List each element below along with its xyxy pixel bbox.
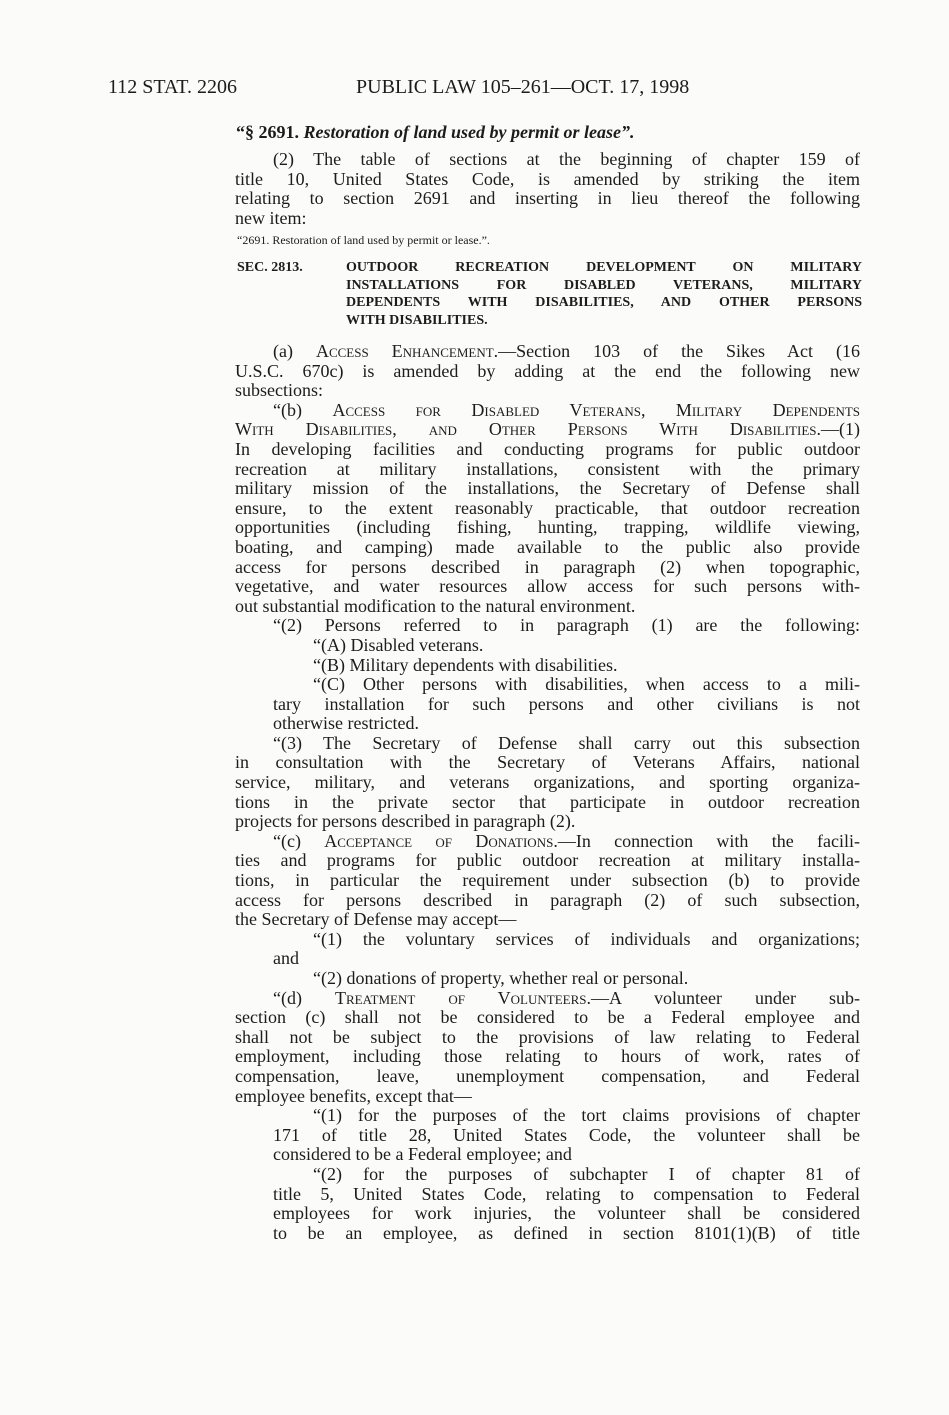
text-line: employees for work injuries, the volunteer shall be considered: [273, 1203, 860, 1224]
subsection-a-heading-line: (a) Access Enhancement.—Section 103 of the Sikes Act (16: [273, 341, 860, 361]
text-line: tions, in particular the requirement under subsection (b) to provide: [235, 870, 860, 891]
text-line: employment, including those relating to hours of work, rates of: [235, 1046, 860, 1067]
text-line: military mission of the installations, the Secretary of Defense shall: [235, 478, 860, 499]
section-2691-number: “§ 2691.: [236, 122, 304, 142]
paragraph-2-table-amendment: [235, 150, 860, 228]
text-line: U.S.C. 670c) is amended by adding at the end the following new: [235, 360, 860, 381]
text-line: shall not be subject to the provisions of law relating to Federal: [235, 1026, 860, 1047]
text-line: considered to be a Federal employee; and: [273, 1144, 572, 1165]
text-line: to be an employee, as defined in section 8101(1)(B) of title: [273, 1222, 860, 1243]
subsection-c-heading-line: “(c) Acceptance of Donations.—In connection with the facili-: [273, 830, 860, 851]
paragraph-c1: “(1) the voluntary services of individuals and organizations;: [313, 928, 860, 949]
section-2691-title: Restoration of land used by permit or lease”.: [303, 122, 635, 142]
text-line: service, military, and veterans organizations, and sporting organiza-: [235, 772, 860, 793]
text-line: and: [273, 948, 299, 969]
text-line: employee benefits, except that—: [235, 1085, 472, 1106]
title-line: DEPENDENTS WITH DISABILITIES, AND OTHER PERSONS: [346, 295, 862, 310]
public-law-title: PUBLIC LAW 105–261—OCT. 17, 1998: [356, 76, 690, 98]
title-line: OUTDOOR RECREATION DEVELOPMENT ON MILITARY: [346, 260, 862, 275]
text-line: relating to section 2691 and inserting in lieu thereof the following: [235, 188, 860, 209]
text-line: projects for persons described in paragraph (2).: [235, 811, 576, 832]
subparagraph-b2A: “(A) Disabled veterans.: [313, 634, 484, 655]
subsection-d-heading-line: “(d) Treatment of Volunteers.—A volunteer under sub-: [273, 987, 860, 1008]
text-line: the Secretary of Defense may accept—: [235, 909, 517, 930]
subsection-b-heading-line: With Disabilities, and Other Persons With Disabilities.—(1): [235, 419, 860, 440]
section-2813-title: [346, 259, 862, 329]
text-line: tions in the private sector that participate in outdoor recreation: [235, 791, 860, 812]
text-line: (2) The table of sections at the beginning of chapter 159 of: [273, 149, 860, 169]
text-line: recreation at military installations, consistent with the primary: [235, 458, 860, 479]
text-line: ties and programs for public outdoor recreation at military installa-: [235, 850, 860, 871]
subparagraph-b2B: “(B) Military dependents with disabilities.: [313, 654, 618, 675]
text-line: section (c) shall not be considered to be a Federal employee and: [235, 1007, 860, 1028]
text-line: tary installation for such persons and other civilians is not: [273, 693, 860, 714]
text-line: title 5, United States Code, relating to compensation to Federal: [273, 1183, 860, 1204]
subsection-b-heading-line: “(b) Access for Disabled Veterans, Military Dependents: [273, 399, 860, 420]
title-line: WITH DISABILITIES.: [346, 312, 488, 328]
section-2691-heading: [236, 122, 635, 143]
text-line: vegetative, and water resources allow access for such persons with-: [235, 576, 860, 597]
text-line: access for persons described in paragraph (2) of such subsection,: [235, 889, 860, 910]
text-line: in consultation with the Secretary of Veterans Affairs, national: [235, 752, 860, 773]
title-line: INSTALLATIONS FOR DISABLED VETERANS, MILITARY: [346, 277, 862, 293]
statute-page-number: 112 STAT. 2206: [108, 76, 237, 98]
running-header: [108, 76, 768, 100]
paragraph-b3: “(3) The Secretary of Defense shall carry out this subsection: [273, 732, 860, 753]
table-of-sections-item: “2691. Restoration of land used by permit or lease.”.: [237, 233, 490, 247]
text-line: title 10, United States Code, is amended by striking the item: [235, 168, 860, 189]
text-line: compensation, leave, unemployment compensation, and Federal: [235, 1065, 860, 1086]
text-line: opportunities (including fishing, hunting, trapping, wildlife viewing,: [235, 517, 860, 538]
text-line: otherwise restricted.: [273, 713, 419, 734]
text-line: boating, and camping) made available to the public also provide: [235, 536, 860, 557]
text-line: out substantial modification to the natural environment.: [235, 595, 636, 616]
section-2813-heading: [237, 259, 862, 329]
text-line: access for persons described in paragraph (2) when topographic,: [235, 556, 860, 577]
paragraph-c2: “(2) donations of property, whether real or personal.: [313, 968, 689, 988]
paragraph-b2: “(2) Persons referred to in paragraph (1) are the following:: [273, 615, 860, 636]
text-line: ensure, to the extent reasonably practicable, that outdoor recreation: [235, 497, 860, 518]
text-line: new item:: [235, 207, 307, 228]
text-line: 171 of title 28, United States Code, the volunteer shall be: [273, 1124, 860, 1145]
subparagraph-b2C: “(C) Other persons with disabilities, when access to a mili-: [313, 674, 860, 695]
paragraph-d1: “(1) for the purposes of the tort claims provisions of chapter: [313, 1105, 860, 1126]
text-line: subsections:: [235, 380, 323, 401]
text-line: In developing facilities and conducting programs for public outdoor: [235, 438, 860, 459]
section-2813-label: SEC. 2813.: [237, 260, 303, 275]
paragraph-d2: “(2) for the purposes of subchapter I of chapter 81 of: [313, 1163, 860, 1184]
section-2813-body: [235, 342, 860, 1243]
